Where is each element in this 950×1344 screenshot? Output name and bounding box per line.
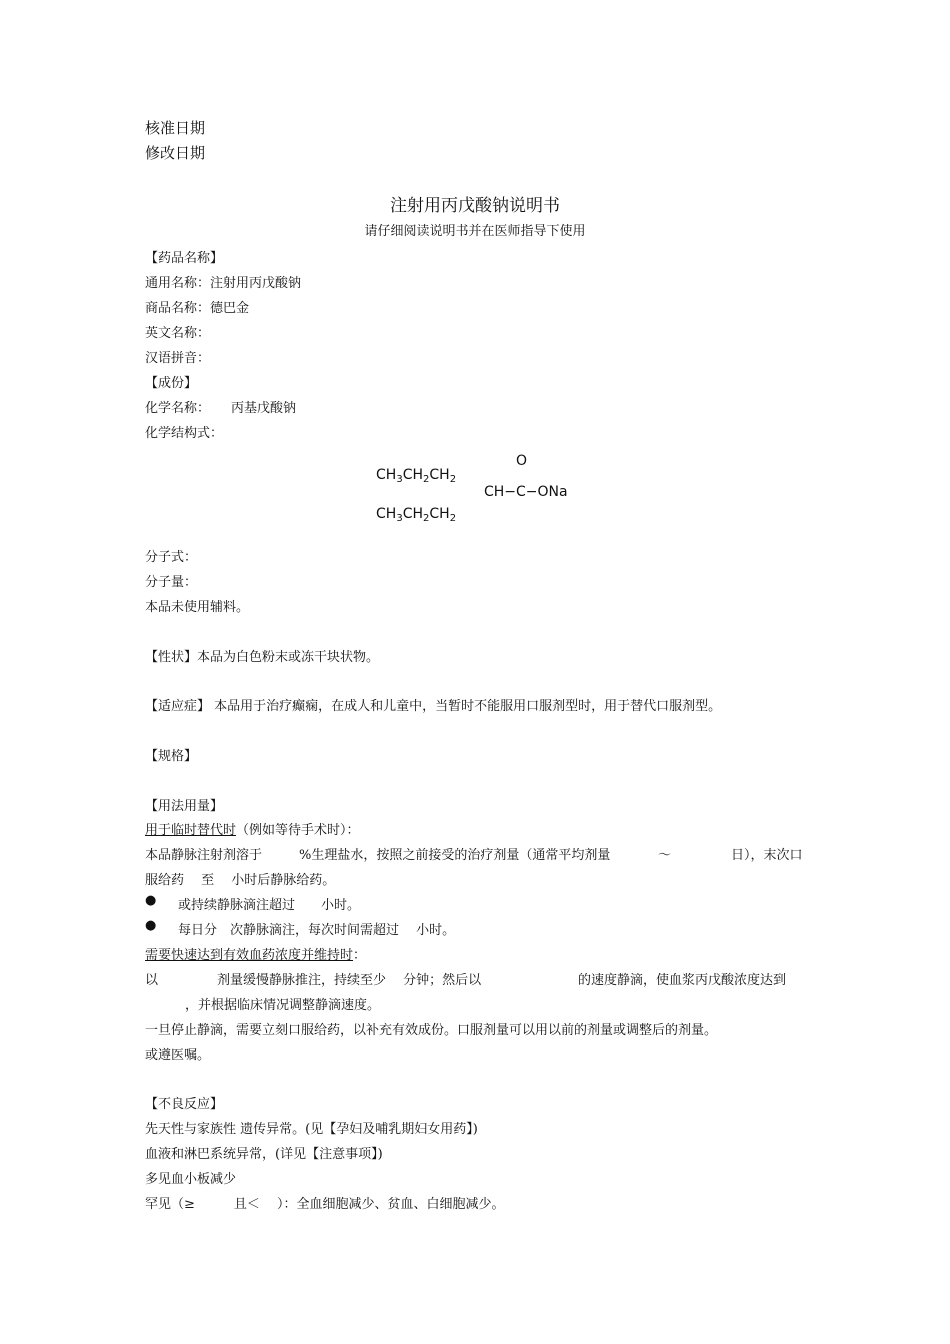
chemical-name-value: 丙基戊酸钠 bbox=[231, 401, 297, 416]
english-name: 英文名称： bbox=[145, 326, 211, 341]
composition-heading: 【成份】 bbox=[145, 376, 198, 391]
dosage-subsection-2 bbox=[145, 944, 366, 963]
structure-acid-group: CH−C−ONa bbox=[484, 484, 568, 500]
chemical-name-label: 化学名称： bbox=[145, 401, 211, 416]
dosage-heading: 【用法用量】 bbox=[145, 799, 224, 814]
dosage-sub2-colon: ： bbox=[353, 948, 367, 963]
dosage-line-3a: 以 bbox=[145, 973, 159, 988]
dosage-bullet-2: 每日分 次静脉滴注，每次时间需超过 小时。 bbox=[178, 923, 456, 938]
adverse-line-1: 先天性与家族性 遗传异常。(见【孕妇及哺乳期妇女用药】) bbox=[145, 1122, 478, 1137]
excipients-note: 本品未使用辅料。 bbox=[145, 600, 250, 615]
formula-label: 分子式： bbox=[145, 550, 198, 565]
dosage-line-3b: 剂量缓慢静脉推注，持续至少 分钟；然后以 bbox=[217, 973, 482, 988]
dosage-line-5: 一旦停止静滴，需要立刻口服给药，以补充有效成份。口服剂量可以用以前的剂量或调整后的剂量。 bbox=[145, 1023, 718, 1038]
document-subtitle: 请仔细阅读说明书并在医师指导下使用 bbox=[364, 224, 586, 239]
approval-date-label: 核准日期 bbox=[145, 119, 206, 137]
dosage-line-1a: 本品静脉注射剂溶于 bbox=[145, 848, 263, 863]
drug-name-heading: 【药品名称】 bbox=[145, 251, 224, 266]
adverse-line-3: 多见血小板减少 bbox=[145, 1172, 237, 1187]
structure-label: 化学结构式： bbox=[145, 426, 224, 441]
dosage-line-2: 服给药 至 小时后静脉给药。 bbox=[145, 873, 336, 888]
adverse-line-2: 血液和淋巴系统异常，(详见【注意事项】) bbox=[145, 1147, 383, 1162]
adverse-heading: 【不良反应】 bbox=[145, 1097, 224, 1112]
dosage-line-1d: 日），末次口 bbox=[731, 848, 803, 863]
dosage-sub1-title: 用于临时替代时 bbox=[145, 823, 237, 838]
dosage-sub2-title: 需要快速达到有效血药浓度并维持时 bbox=[145, 948, 354, 963]
pinyin-name: 汉语拼音： bbox=[145, 351, 211, 366]
revision-date-label: 修改日期 bbox=[145, 144, 206, 162]
structure-chain-bottom: $CH_3CH_2CH_2$ bbox=[376, 506, 457, 524]
dosage-line-6: 或遵医嘱。 bbox=[145, 1048, 211, 1063]
bullet-dot-1: ● bbox=[145, 893, 157, 908]
dosage-sub1-note: （例如等待手术时）： bbox=[236, 823, 360, 838]
weight-label: 分子量： bbox=[145, 575, 198, 590]
dosage-bullet-1: 或持续静脉滴注超过 小时。 bbox=[178, 898, 361, 913]
dosage-line-3c: 的速度静滴，使血浆丙戊酸浓度达到 bbox=[578, 973, 787, 988]
trade-name: 商品名称：德巴金 bbox=[145, 301, 250, 316]
dosage-line-1c: ～ bbox=[658, 848, 672, 863]
generic-name: 通用名称：注射用丙戊酸钠 bbox=[145, 276, 302, 291]
description-section: 【性状】本品为白色粉末或冻干块状物。 bbox=[145, 650, 380, 665]
dosage-subsection-1 bbox=[145, 819, 360, 838]
dosage-line-4: ，并根据临床情况调整静滴速度。 bbox=[185, 998, 381, 1013]
document-title: 注射用丙戊酸钠说明书 bbox=[390, 196, 560, 216]
structure-chain-top: $CH_3CH_2CH_2$ bbox=[376, 467, 457, 485]
dosage-line-1b: %生理盐水，按照之前接受的治疗剂量（通常平均剂量 bbox=[299, 848, 611, 863]
bullet-dot-2: ● bbox=[145, 918, 157, 933]
adverse-line-4: 罕见（≥ 且＜ ）：全血细胞减少、贫血、白细胞减少。 bbox=[145, 1197, 505, 1212]
structure-oxygen: O bbox=[516, 453, 528, 469]
specification-heading: 【规格】 bbox=[145, 749, 198, 764]
indications-section: 【适应症】 本品用于治疗癫痫，在成人和儿童中，当暂时不能服用口服剂型时，用于替代口服剂型。 bbox=[145, 699, 722, 714]
